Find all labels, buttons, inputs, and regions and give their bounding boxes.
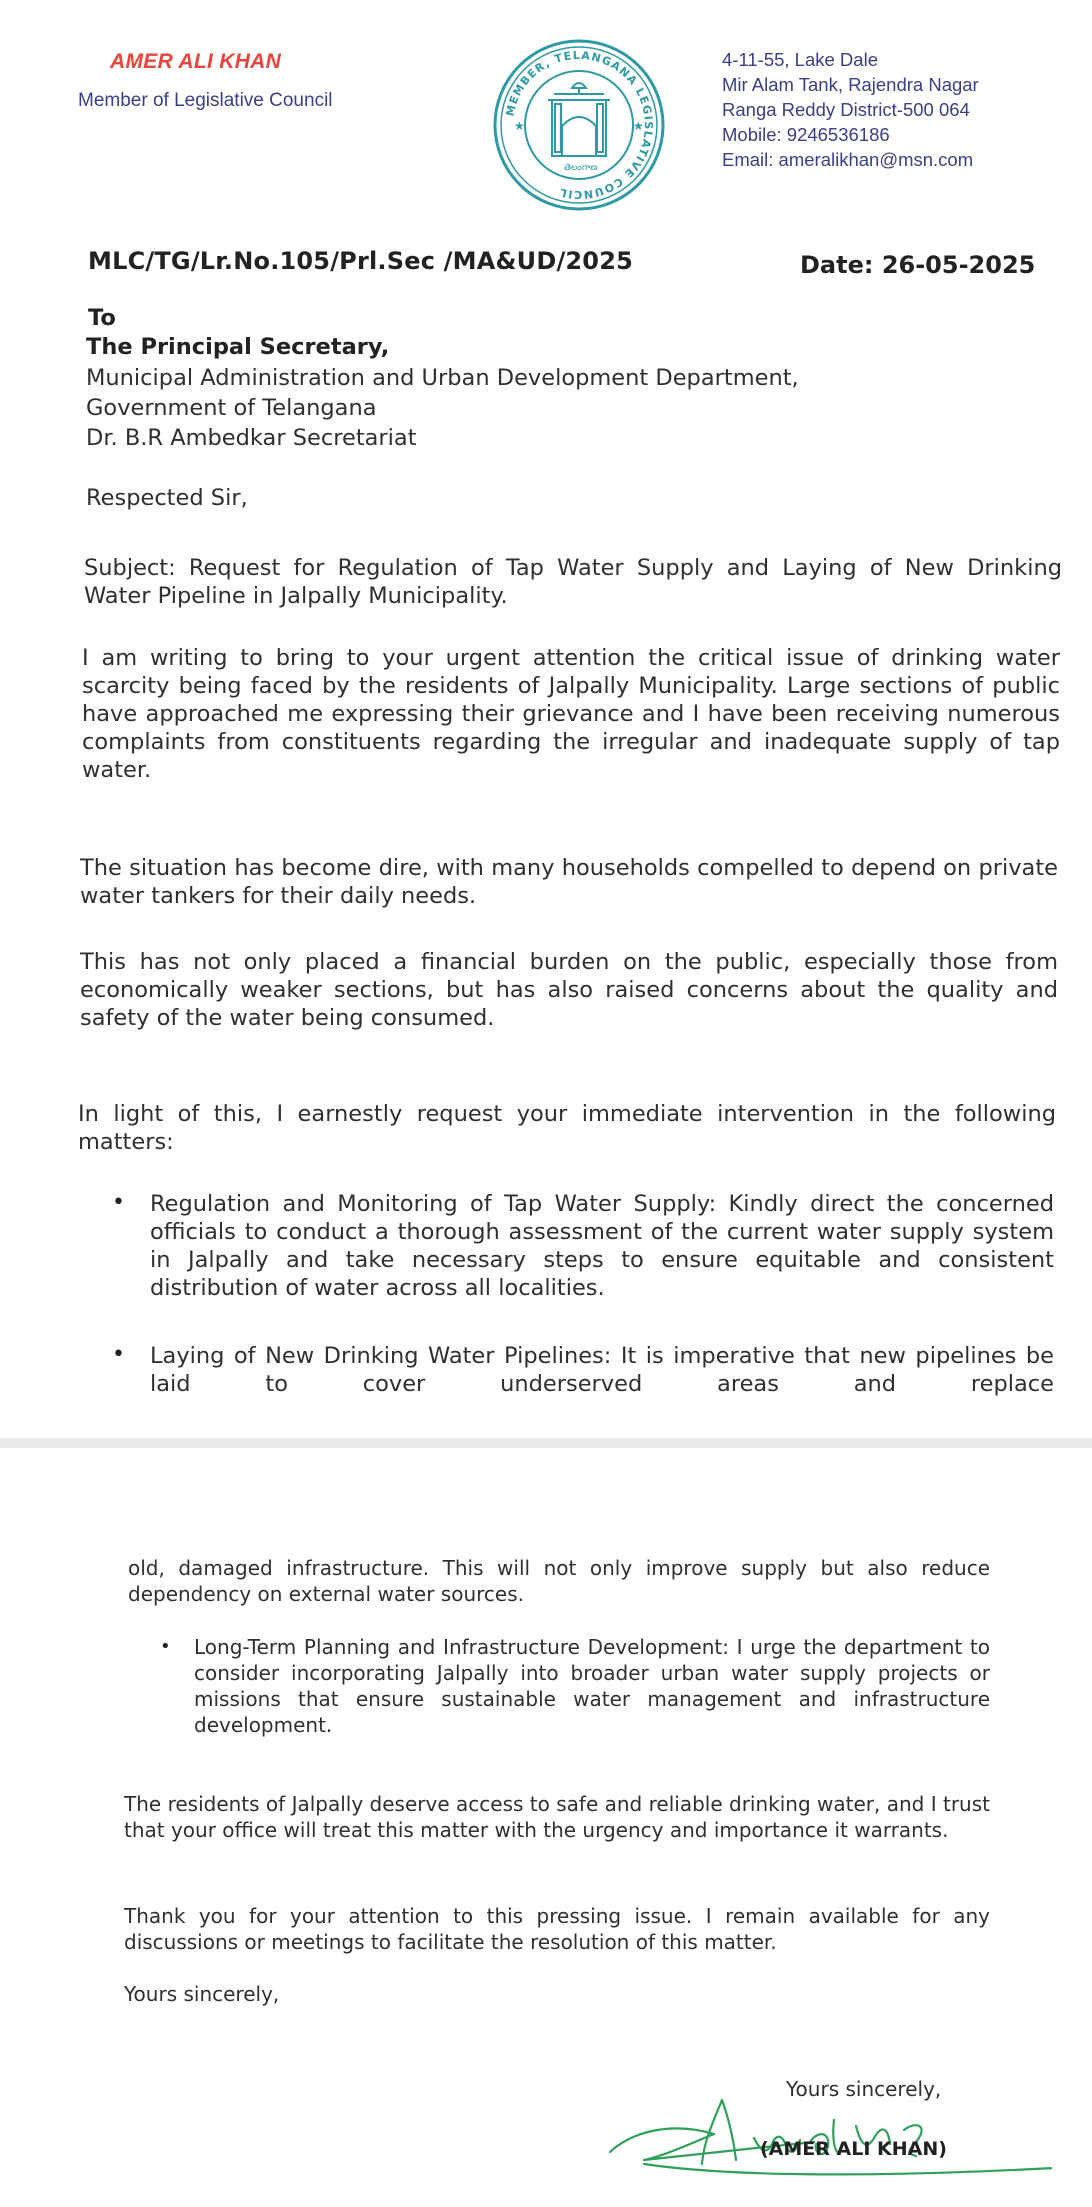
paragraph-5: The residents of Jalpally deserve access to safe and reliable drinking water, and I trust that your office will treat this matter with the urgency and importance it warrants. <box>124 1792 990 1842</box>
signature <box>604 2060 1052 2180</box>
bullet-dot: • <box>160 1636 171 1657</box>
sign-off-left: Yours sincerely, <box>124 1982 280 2006</box>
recipient-line: Municipal Administration and Urban Development Department, <box>86 365 799 391</box>
bullet-2-start: Laying of New Drinking Water Pipelines: It is imperative that new pipelines be laid to cover underserved areas and replace <box>150 1343 1054 1397</box>
letter-date: Date: 26-05-2025 <box>800 251 1036 279</box>
address-email: Email: ameralikhan@msn.com <box>722 149 974 170</box>
seal-outer-text: MEMBER, TELANGANA LEGISLATIVE COUNCIL <box>503 48 656 202</box>
address-line: Mir Alam Tank, Rajendra Nagar <box>722 74 979 95</box>
sender-address <box>722 47 979 172</box>
bullet-1: Regulation and Monitoring of Tap Water Supply: Kindly direct the concerned officials to conduct a thorough assessment of the current water supply system in Jalpally and take necessary steps to ensure equitable and consistent distribution of water across all localities. <box>150 1191 1054 1301</box>
address-line: 4-11-55, Lake Dale <box>722 49 878 70</box>
bullet-3: Long-Term Planning and Infrastructure Development: I urge the department to consider incorporating Jalpally into broader urban water supply projects or missions that ensure sustainable water management and infrastructure development. <box>194 1635 990 1737</box>
council-seal <box>492 38 666 212</box>
svg-text:★: ★ <box>514 119 525 133</box>
salutation: Respected Sir, <box>86 485 248 511</box>
paragraph-2: The situation has become dire, with many households compelled to depend on private water tankers for their daily needs. <box>80 855 1058 909</box>
subject-line: Subject: Request for Regulation of Tap Water Supply and Laying of New Drinking Water Pipeline in Jalpally Municipality. <box>84 555 1062 609</box>
sender-title: Member of Legislative Council <box>78 90 333 111</box>
paragraph-4: In light of this, I earnestly request your immediate intervention in the following matters: <box>78 1101 1056 1155</box>
sender-name: AMER ALI KHAN <box>110 50 282 73</box>
letter-page-2 <box>0 1448 1092 2207</box>
paragraph-1: I am writing to bring to your urgent attention the critical issue of drinking water scarcity being faced by the residents of Jalpally Municipality. Large sections of public have approached me expressing their grievance and I have been receiving numerous complaints from constituents regarding the irregular and inadequate supply of tap water. <box>82 645 1060 783</box>
bullet-dot: • <box>112 1190 125 1215</box>
signatory-name: (AMER ALI KHAN) <box>760 2138 947 2160</box>
bullet-dot: • <box>112 1342 125 1367</box>
address-line: Mobile: 9246536186 <box>722 124 890 145</box>
paragraph-6: Thank you for your attention to this pressing issue. I remain available for any discussions or meetings to facilitate the resolution of this matter. <box>124 1904 990 1954</box>
recipient-line: Dr. B.R Ambedkar Secretariat <box>86 425 417 451</box>
bullet-2-continued: old, damaged infrastructure. This will not only improve supply but also reduce dependency on external water sources. <box>128 1556 990 1606</box>
sign-off-right: Yours sincerely, <box>786 2077 942 2101</box>
recipient-designation: The Principal Secretary, <box>86 334 390 360</box>
seal-inner-text: తెలంగాణ <box>564 163 598 173</box>
reference-number: MLC/TG/Lr.No.105/Prl.Sec /MA&UD/2025 <box>88 247 634 275</box>
recipient-line: Government of Telangana <box>86 395 377 421</box>
svg-text:★: ★ <box>633 119 644 133</box>
recipient-to: To <box>88 305 116 331</box>
paragraph-3: This has not only placed a financial burden on the public, especially those from economically weaker sections, but has also raised concerns about the quality and safety of the water being consumed. <box>80 949 1058 1031</box>
address-line: Ranga Reddy District-500 064 <box>722 99 970 120</box>
